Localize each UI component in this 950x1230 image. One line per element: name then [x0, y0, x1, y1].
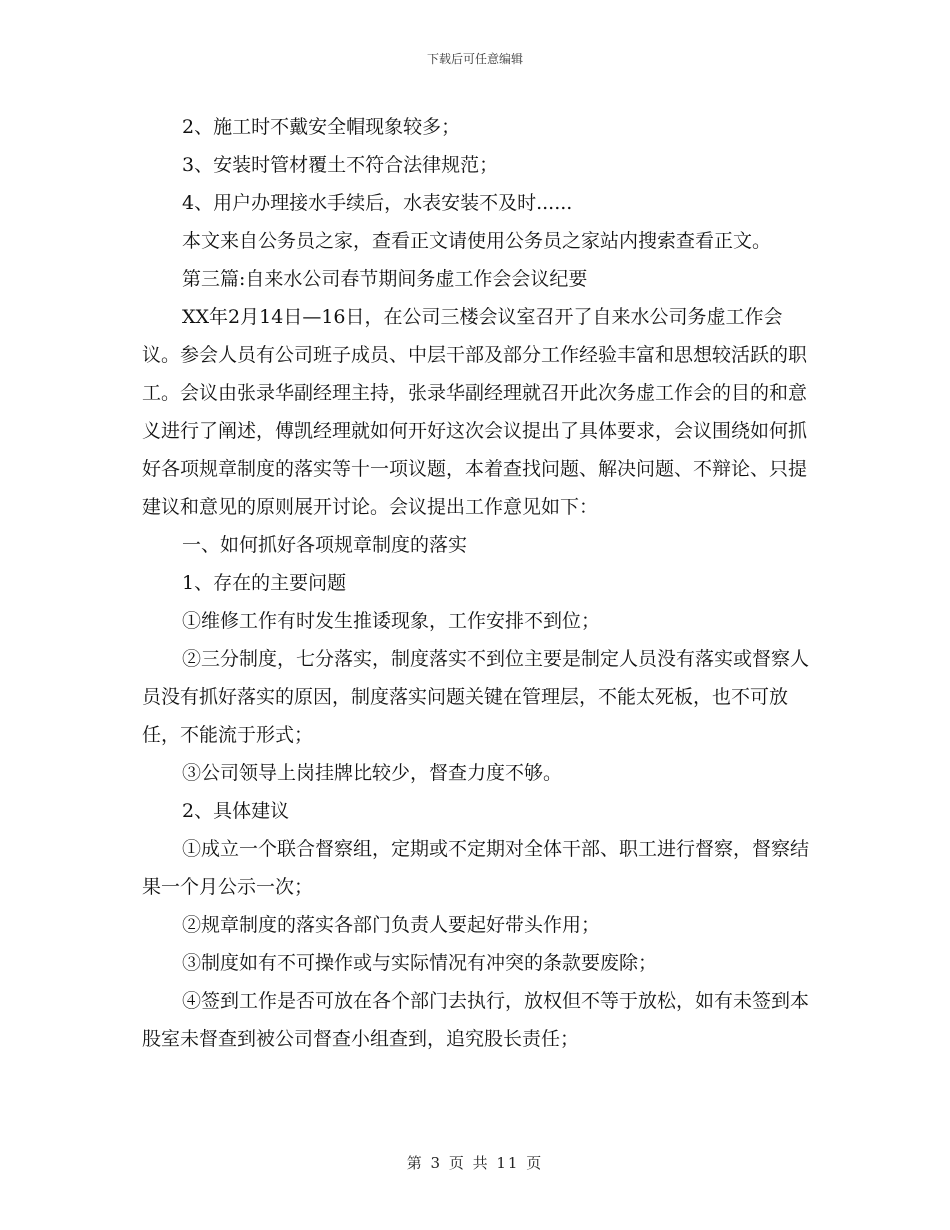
- paragraph: 3、安装时管材覆土不符合法律规范；: [182, 154, 499, 176]
- list-item: ④签到工作是否可放在各个部门去执行，放权但不等于放松，如有未签到本股室未督查到被公司督查小组查到，追究股长责任；: [142, 990, 810, 1050]
- document-body: [142, 108, 810, 1058]
- paragraph: 4、用户办理接水手续后，水表安装不及时......: [182, 192, 573, 214]
- list-item: ②三分制度，七分落实，制度落实不到位主要是制定人员没有落实或督察人员没有抓好落实的原因，制度落实问题关键在管理层，不能太死板，也不可放任，不能流于形式；: [142, 648, 810, 746]
- page-number: 第 3 页 共 11 页: [406, 1154, 544, 1172]
- subsection-heading: 一、如何抓好各项规章制度的落实: [182, 534, 468, 556]
- subsection-heading: 1、存在的主要问题: [182, 572, 347, 594]
- list-item: ②规章制度的落实各部门负责人要起好带头作用；: [182, 914, 601, 936]
- subsection-heading: 2、具体建议: [182, 800, 290, 822]
- paragraph: 2、施工时不戴安全帽现象较多；: [182, 116, 461, 138]
- list-item: ①维修工作有时发生推诿现象，工作安排不到位；: [182, 610, 601, 632]
- list-item: ③公司领导上岗挂牌比较少，督查力度不够。: [182, 762, 563, 784]
- paragraph: 本文来自公务员之家，查看正文请使用公务员之家站内搜索查看正文。: [182, 230, 772, 252]
- header-note: 下载后可任意编辑: [426, 52, 523, 66]
- list-item: ③制度如有不可操作或与实际情况有冲突的条款要废除；: [182, 952, 658, 974]
- list-item: ①成立一个联合督察组，定期或不定期对全体干部、职工进行督察，督察结果一个月公示一次；: [142, 838, 810, 898]
- paragraph: XX年2月14日—16日，在公司三楼会议室召开了自来水公司务虚工作会议。参会人员有公司班子成员、中层干部及部分工作经验丰富和思想较活跃的职工。会议由张录华副经理主持，张录华副经理就召开此次务虚工作会的目的和意义进行了阐述，傅凯经理就如何开好这次会议提出了具体要求，会议围绕如何抓好各项规章制度的落实等十一项议题，本着查找问题、解决问题、不辩论、只提建议和意见的原则展开讨论。会议提出工作意见如下：: [142, 306, 808, 518]
- section-heading: 第三篇:自来水公司春节期间务虚工作会会议纪要: [182, 268, 588, 290]
